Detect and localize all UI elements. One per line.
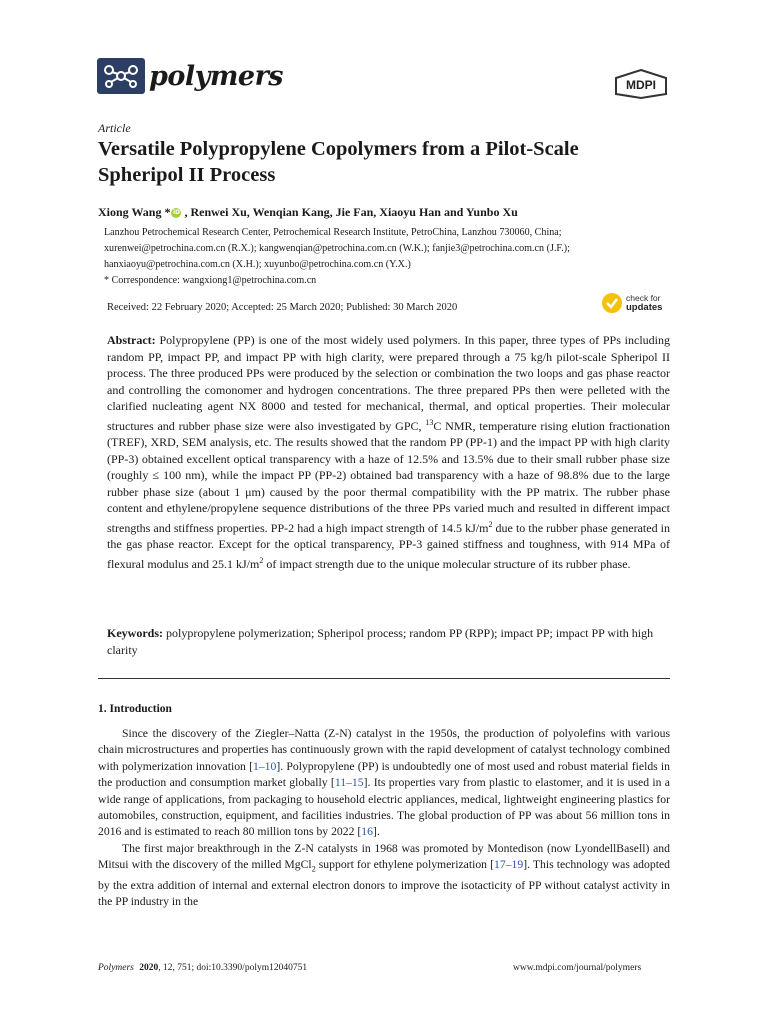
keywords	[107, 625, 670, 658]
journal-logo[interactable]	[97, 58, 283, 94]
citation-link[interactable]: 11–15	[334, 776, 364, 790]
citation-link[interactable]: 16	[361, 825, 373, 839]
section-divider	[98, 678, 670, 679]
article-type: Article	[98, 121, 131, 135]
affiliation-line: Lanzhou Petrochemical Research Center, Petrochemical Research Institute, PetroChina, Lanzhou 730060, China;	[104, 227, 562, 238]
introduction-body	[98, 726, 670, 911]
mdpi-logo-text: MDPI	[626, 78, 656, 92]
check-updates-icon	[601, 292, 623, 314]
paragraph: Since the discovery of the Ziegler–Natta (Z-N) catalyst in the 1950s, the production of polyolefins with various chain microstructures and properties has continuously grown with the rapid development of catalyst technology combined with polymerization innovation [1–10]. Polypropylene (PP) is undoubtedly one of most used and robust material fields in the production and consumption market globally [11–15]. Its properties vary from plastic to elastomer, and it is used in a wide range of applications, from packaging to household electric appliances, medical, lightweight engineering plastics for automobiles, construction, equipment, and facilities industries. The global production of PP was about 56 million tons in 2016 and is estimated to reach 80 million tons by 2022 [16].	[98, 727, 670, 839]
author-list	[98, 205, 518, 220]
section-heading: 1. Introduction	[98, 703, 172, 715]
paragraph: The first major breakthrough in the Z-N catalysts in 1968 was promoted by Montedison (now LyondellBasell) and Mitsui with the discovery of the milled MgCl$_2$ support for ethylene polymerization [17–19]. This technology was adopted by the extra addition of internal and external electron donors to improve the isotacticity of PP without catalyst activity in the PP industry in the	[98, 841, 670, 909]
journal-name: polymers	[149, 60, 284, 92]
keywords-label: Keywords:	[107, 626, 163, 640]
publication-dates: Received: 22 February 2020; Accepted: 25 March 2020; Published: 30 March 2020	[107, 302, 458, 313]
citation-link[interactable]: 1–10	[252, 759, 277, 773]
article-title: Versatile Polypropylene Copolymers from a Pilot-Scale Spheripol II Process	[98, 138, 579, 186]
abstract	[107, 332, 670, 572]
updates-line1: check for	[626, 293, 661, 303]
check-for-updates-badge[interactable]	[601, 292, 662, 314]
keywords-text: polypropylene polymerization; Spheripol process; random PP (RPP); impact PP; impact PP with high clarity	[107, 626, 654, 657]
abstract-text: Polypropylene (PP) is one of the most widely used polymers. In this paper, three types of PPs including random PP, impact PP, and impact PP with high clarity, were prepared through a 75 kg/h pilot-scale Spheripol II process. The three produced PPs were produced by the selection or combination the two loops and gas phase reactor and controlling the comonomer and hydrogen concentrations. The three prepared PPs then were pelleted with the clarified nucleating agent NX 8000 and tested for mechanical, thermal, and optical properties. Their molecular structures and rubber phase size were also investigated by GPC, $^{13}$C NMR, temperature rising elution fractionation (TREF), XRD, SEM analysis, etc. The results showed that the random PP (PP-1) and the impact PP with high clarity (PP-3) obtained excellent optical transparency with a haze of 12.5% and 13.5% due to their small rubber phase size (roughly ≤ 100 nm), while the impact PP (PP-2) obtained bad transparency with a haze of 98.8% due to the large rubber phase size (about 1 μm) caused by the poor thermal compatibility with the PP matrix. The rubber phase content and ethylene/propylene sequence distributions of the three PPs varied much and resulted in different impact strengths and stiffness properties. PP-2 had a high impact strength of 14.5 $kJ/m^2$ due to the rubber phase generated in the gas phase reactor. Except for the optical transparency, PP-3 gained stiffness and toughness, with 914 MPa of flexural modulus and 25.1 $kJ/m^2$ of impact strength due to the unique molecular structure of its rubber phase.	[107, 333, 670, 571]
affiliation-line: hanxiaoyu@petrochina.com.cn (X.H.); xuyunbo@petrochina.com.cn (Y.X.)	[104, 259, 411, 270]
polymers-molecule-logo-icon	[97, 58, 145, 94]
footer-journal: Polymers	[98, 963, 134, 973]
abstract-label: Abstract:	[107, 333, 156, 347]
journal-url[interactable]: www.mdpi.com/journal/polymers	[513, 963, 642, 973]
correspondence-line: * Correspondence: wangxiong1@petrochina.com.cn	[104, 275, 317, 286]
footer-year: 2020	[139, 963, 159, 973]
affiliations	[104, 225, 674, 289]
updates-line2: updates	[626, 302, 663, 313]
orcid-icon[interactable]: iD	[172, 208, 180, 216]
citation-link[interactable]: 17–19	[493, 858, 524, 872]
citation-footer	[98, 963, 307, 973]
footer-citation-rest: , 12, 751; doi:10.3390/polym12040751	[158, 963, 308, 973]
author-first[interactable]: Xiong Wang *	[98, 205, 171, 219]
mdpi-logo-icon[interactable]	[613, 68, 669, 100]
affiliation-line: xurenwei@petrochina.com.cn (R.X.); kangwenqian@petrochina.com.cn (W.K.); fanjie3@petrochina.com.cn (J.F.);	[104, 243, 570, 254]
author-rest[interactable]: , Renwei Xu, Wenqian Kang, Jie Fan, Xiaoyu Han and Yunbo Xu	[184, 205, 518, 219]
